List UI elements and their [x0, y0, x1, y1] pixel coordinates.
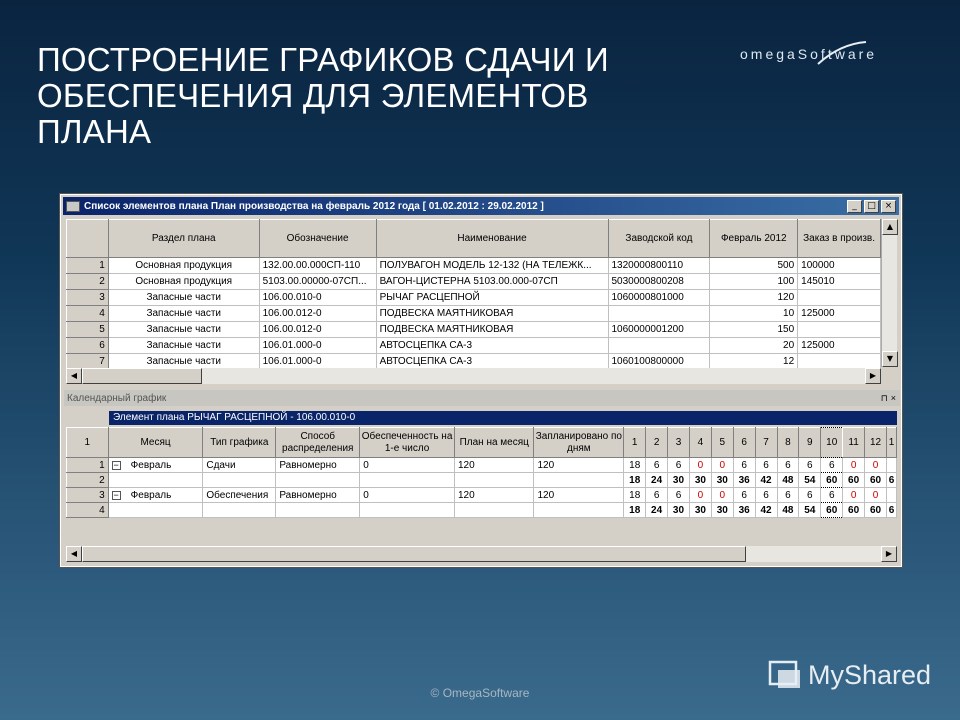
day-value[interactable]: 6	[668, 458, 690, 473]
company-logo	[740, 38, 930, 74]
column-header-supply[interactable]: Обеспеченность на 1-е число	[360, 428, 455, 458]
cell-code[interactable]: 106.01.000-0	[259, 338, 376, 354]
column-header-name[interactable]: Наименование	[376, 220, 608, 258]
cell-factory-code[interactable]: 1060000001200	[608, 322, 710, 338]
cell-planned[interactable]: 120	[534, 458, 624, 473]
day-value[interactable]: 6	[668, 488, 690, 503]
column-header-order[interactable]: Заказ в произв.	[798, 220, 881, 258]
cell-order[interactable]: 100000	[798, 258, 881, 274]
cell-plan[interactable]	[455, 473, 534, 488]
scroll-thumb[interactable]	[82, 368, 202, 384]
cell-type[interactable]	[203, 503, 276, 518]
cell-planned[interactable]: 120	[534, 488, 624, 503]
cell-type[interactable]: Обеспечения	[203, 488, 276, 503]
day-value[interactable]: 60	[865, 473, 887, 488]
day-value[interactable]: 6	[886, 503, 896, 518]
cell-name[interactable]: АВТОСЦЕПКА СА-3	[376, 338, 608, 354]
calendar-horizontal-scrollbar[interactable]	[66, 546, 897, 562]
cell-february[interactable]: 12	[710, 354, 798, 370]
day-value[interactable]: 6	[799, 488, 821, 503]
cell-type[interactable]: Сдачи	[203, 458, 276, 473]
day-value[interactable]	[886, 488, 896, 503]
cell-name[interactable]: ПОДВЕСКА МАЯТНИКОВАЯ	[376, 306, 608, 322]
calendar-row[interactable]	[67, 503, 897, 518]
day-header[interactable]: 6	[733, 428, 755, 458]
cell-section[interactable]: Запасные части	[108, 322, 259, 338]
table-row[interactable]	[67, 290, 881, 306]
minimize-button[interactable]: _	[847, 200, 862, 213]
cell-factory-code[interactable]	[608, 338, 710, 354]
day-value[interactable]: 6	[755, 488, 777, 503]
day-value[interactable]: 6	[733, 458, 755, 473]
day-value[interactable]: 6	[733, 488, 755, 503]
day-value[interactable]: 0	[689, 458, 711, 473]
cell-factory-code[interactable]: 1320000800110	[608, 258, 710, 274]
column-header-method[interactable]: Способ распределения	[276, 428, 360, 458]
row-number: 1	[67, 258, 109, 274]
day-value[interactable]: 0	[843, 458, 865, 473]
maximize-button[interactable]: □	[864, 200, 879, 213]
day-header[interactable]: 1	[886, 428, 896, 458]
scroll-down-icon[interactable]: ▼	[882, 351, 898, 367]
cell-plan[interactable]	[455, 503, 534, 518]
day-value[interactable]: 6	[646, 488, 668, 503]
day-value[interactable]: 0	[711, 488, 733, 503]
cell-factory-code[interactable]	[608, 306, 710, 322]
day-value[interactable]: 0	[865, 458, 887, 473]
column-header-code[interactable]: Обозначение	[259, 220, 376, 258]
day-value[interactable]: 30	[689, 473, 711, 488]
cell-february[interactable]: 20	[710, 338, 798, 354]
day-value[interactable]: 42	[755, 473, 777, 488]
month-label: Февраль	[130, 489, 172, 501]
row-number: 4	[67, 306, 109, 322]
collapse-icon[interactable]: −	[113, 459, 119, 470]
day-value[interactable]: 6	[646, 458, 668, 473]
cell-section[interactable]: Основная продукция	[108, 274, 259, 290]
day-value[interactable]: 30	[668, 503, 690, 518]
day-value[interactable]: 24	[646, 473, 668, 488]
pin-icon[interactable]: ⊓	[880, 392, 888, 403]
column-header-plan[interactable]: План на месяц	[455, 428, 534, 458]
day-value[interactable]: 36	[733, 503, 755, 518]
day-header[interactable]: 1	[624, 428, 646, 458]
cell-plan[interactable]: 120	[455, 488, 534, 503]
share-icon	[768, 658, 802, 692]
day-value[interactable]: 48	[777, 473, 799, 488]
row-number: 4	[67, 503, 109, 518]
footer-copyright: © OmegaSoftware	[430, 686, 530, 700]
cell-february[interactable]: 100	[710, 274, 798, 290]
row-number: 5	[67, 322, 109, 338]
cell-name[interactable]: ПОДВЕСКА МАЯТНИКОВАЯ	[376, 322, 608, 338]
day-header[interactable]: 8	[777, 428, 799, 458]
scroll-left-icon[interactable]: ◀	[66, 368, 82, 384]
row-number: 1	[67, 458, 109, 473]
cell-section[interactable]: Запасные части	[108, 306, 259, 322]
cell-type[interactable]	[203, 473, 276, 488]
row-number: 6	[67, 338, 109, 354]
cell-method[interactable]	[276, 503, 360, 518]
scroll-left-icon[interactable]: ◀	[66, 546, 82, 562]
day-header[interactable]: 4	[689, 428, 711, 458]
day-value[interactable]: 42	[755, 503, 777, 518]
column-header-planned[interactable]: Запланировано по дням	[534, 428, 624, 458]
cell-order[interactable]: 125000	[798, 306, 881, 322]
vertical-scrollbar[interactable]	[881, 219, 897, 367]
close-pane-icon[interactable]: ×	[890, 392, 896, 403]
horizontal-scrollbar[interactable]	[66, 368, 881, 384]
day-header[interactable]: 9	[799, 428, 821, 458]
day-value[interactable]: 6	[821, 488, 843, 503]
column-header-factory-code[interactable]: Заводской код	[608, 220, 710, 258]
cell-code[interactable]: 132.00.00.000СП-110	[259, 258, 376, 274]
day-value[interactable]: 18	[624, 473, 646, 488]
cell-factory-code[interactable]: 5030000800208	[608, 274, 710, 290]
day-value[interactable]: 48	[777, 503, 799, 518]
cell-month[interactable]	[108, 503, 203, 518]
day-header[interactable]: 7	[755, 428, 777, 458]
cell-plan[interactable]: 120	[455, 458, 534, 473]
scroll-right-icon[interactable]: ▶	[865, 368, 881, 384]
day-value[interactable]: 60	[821, 473, 843, 488]
close-button[interactable]: ×	[881, 200, 896, 213]
day-header[interactable]: 3	[668, 428, 690, 458]
day-value[interactable]: 36	[733, 473, 755, 488]
calendar-subtitle: Элемент плана РЫЧАГ РАСЦЕПНОЙ - 106.00.010-0	[109, 411, 897, 425]
day-value[interactable]: 6	[821, 458, 843, 473]
row-number: 3	[67, 488, 109, 503]
cell-order[interactable]: 125000	[798, 338, 881, 354]
day-header[interactable]: 11	[843, 428, 865, 458]
cell-month[interactable]	[108, 473, 203, 488]
calendar-row[interactable]	[67, 458, 897, 473]
table-header-row	[67, 220, 881, 258]
cell-code[interactable]: 106.01.000-0	[259, 354, 376, 370]
day-header[interactable]: 12	[865, 428, 887, 458]
day-value[interactable]: 60	[865, 503, 887, 518]
cell-month[interactable]	[108, 458, 203, 473]
day-value[interactable]: 54	[799, 503, 821, 518]
window-title: Список элементов плана План производства на февраль 2012 года [ 01.02.2012 : 29.02.2012 ]	[84, 200, 544, 212]
watermark-text: MyShared	[808, 659, 932, 690]
cell-order[interactable]: 145010	[798, 274, 881, 290]
cell-section[interactable]: Запасные части	[108, 354, 259, 370]
row-number-header[interactable]	[67, 220, 109, 258]
cell-name[interactable]: АВТОСЦЕПКА СА-3	[376, 354, 608, 370]
calendar-row[interactable]	[67, 488, 897, 503]
table-row[interactable]	[67, 274, 881, 290]
calendar-row[interactable]	[67, 473, 897, 488]
day-value[interactable]: 18	[624, 503, 646, 518]
day-value[interactable]: 6	[755, 458, 777, 473]
cell-section[interactable]: Запасные части	[108, 290, 259, 306]
cell-method[interactable]: Равномерно	[276, 488, 360, 503]
day-value[interactable]: 6	[777, 458, 799, 473]
day-value[interactable]: 0	[689, 488, 711, 503]
column-header-february[interactable]: Февраль 2012	[710, 220, 798, 258]
month-label: Февраль	[130, 459, 172, 471]
slide-title: ПОСТРОЕНИЕ ГРАФИКОВ СДАЧИ И ОБЕСПЕЧЕНИЯ ДЛЯ ЭЛЕМЕНТОВ ПЛАНА	[37, 41, 609, 150]
cell-month[interactable]	[108, 488, 203, 503]
day-value[interactable]: 0	[865, 488, 887, 503]
calendar-pane-header	[64, 390, 900, 406]
cell-order[interactable]	[798, 322, 881, 338]
cell-name[interactable]: ПОЛУВАГОН МОДЕЛЬ 12-132 (НА ТЕЛЕЖК...	[376, 258, 608, 274]
day-header[interactable]: 10	[821, 428, 843, 458]
row-number: 2	[67, 274, 109, 290]
day-value[interactable]: 18	[624, 488, 646, 503]
cell-factory-code[interactable]: 1060000801000	[608, 290, 710, 306]
row-number: 2	[67, 473, 109, 488]
day-value[interactable]: 0	[711, 458, 733, 473]
cell-planned[interactable]	[534, 503, 624, 518]
day-value[interactable]	[886, 458, 896, 473]
cell-section[interactable]: Запасные части	[108, 338, 259, 354]
plan-elements-window	[60, 194, 902, 567]
cell-supply[interactable]: 0	[360, 488, 455, 503]
day-value[interactable]: 6	[886, 473, 896, 488]
cell-order[interactable]	[798, 290, 881, 306]
cell-name[interactable]: РЫЧАГ РАСЦЕПНОЙ	[376, 290, 608, 306]
cell-name[interactable]: ВАГОН-ЦИСТЕРНА 5103.00.000-07СП	[376, 274, 608, 290]
day-value[interactable]: 54	[799, 473, 821, 488]
window-titlebar[interactable]	[63, 197, 899, 215]
scroll-thumb[interactable]	[82, 546, 746, 562]
table-row[interactable]	[67, 322, 881, 338]
corner-cell[interactable]: 1	[67, 428, 109, 458]
day-header[interactable]: 5	[711, 428, 733, 458]
collapse-icon[interactable]: −	[113, 489, 119, 500]
logo-text: omegaSoftware	[740, 46, 878, 62]
column-header-month[interactable]: Месяц	[108, 428, 203, 458]
row-number: 7	[67, 354, 109, 370]
day-header[interactable]: 2	[646, 428, 668, 458]
cell-planned[interactable]	[534, 473, 624, 488]
day-value[interactable]: 60	[821, 503, 843, 518]
row-number: 3	[67, 290, 109, 306]
day-value[interactable]: 30	[711, 503, 733, 518]
day-value[interactable]: 60	[843, 473, 865, 488]
day-value[interactable]: 24	[646, 503, 668, 518]
cell-factory-code[interactable]: 1060100800000	[608, 354, 710, 370]
cell-code[interactable]: 106.00.012-0	[259, 322, 376, 338]
column-header-section[interactable]: Раздел плана	[108, 220, 259, 258]
calendar-header-row	[67, 428, 897, 458]
cell-section[interactable]: Основная продукция	[108, 258, 259, 274]
cell-february[interactable]: 500	[710, 258, 798, 274]
day-value[interactable]: 30	[689, 503, 711, 518]
day-value[interactable]: 18	[624, 458, 646, 473]
table-row[interactable]	[67, 338, 881, 354]
table-row[interactable]	[67, 306, 881, 322]
cell-supply[interactable]	[360, 503, 455, 518]
day-value[interactable]: 6	[777, 488, 799, 503]
day-value[interactable]: 30	[668, 473, 690, 488]
cell-february[interactable]: 150	[710, 322, 798, 338]
cell-supply[interactable]	[360, 473, 455, 488]
scroll-right-icon[interactable]: ▶	[881, 546, 897, 562]
cell-method[interactable]	[276, 473, 360, 488]
calendar-pane-title: Календарный график	[67, 392, 167, 404]
cell-code[interactable]: 106.00.012-0	[259, 306, 376, 322]
cell-code[interactable]: 5103.00.00000-07СП...	[259, 274, 376, 290]
table-row[interactable]	[67, 258, 881, 274]
cell-code[interactable]: 106.00.010-0	[259, 290, 376, 306]
day-value[interactable]: 30	[711, 473, 733, 488]
cell-february[interactable]: 120	[710, 290, 798, 306]
day-value[interactable]: 60	[843, 503, 865, 518]
plan-elements-table	[66, 219, 881, 370]
grid-icon	[66, 201, 80, 212]
day-value[interactable]: 0	[843, 488, 865, 503]
calendar-table	[66, 427, 897, 518]
column-header-type[interactable]: Тип графика	[203, 428, 276, 458]
scroll-up-icon[interactable]: ▲	[882, 219, 898, 235]
day-value[interactable]: 6	[799, 458, 821, 473]
myshared-watermark	[768, 658, 931, 692]
cell-february[interactable]: 10	[710, 306, 798, 322]
cell-supply[interactable]: 0	[360, 458, 455, 473]
cell-method[interactable]: Равномерно	[276, 458, 360, 473]
